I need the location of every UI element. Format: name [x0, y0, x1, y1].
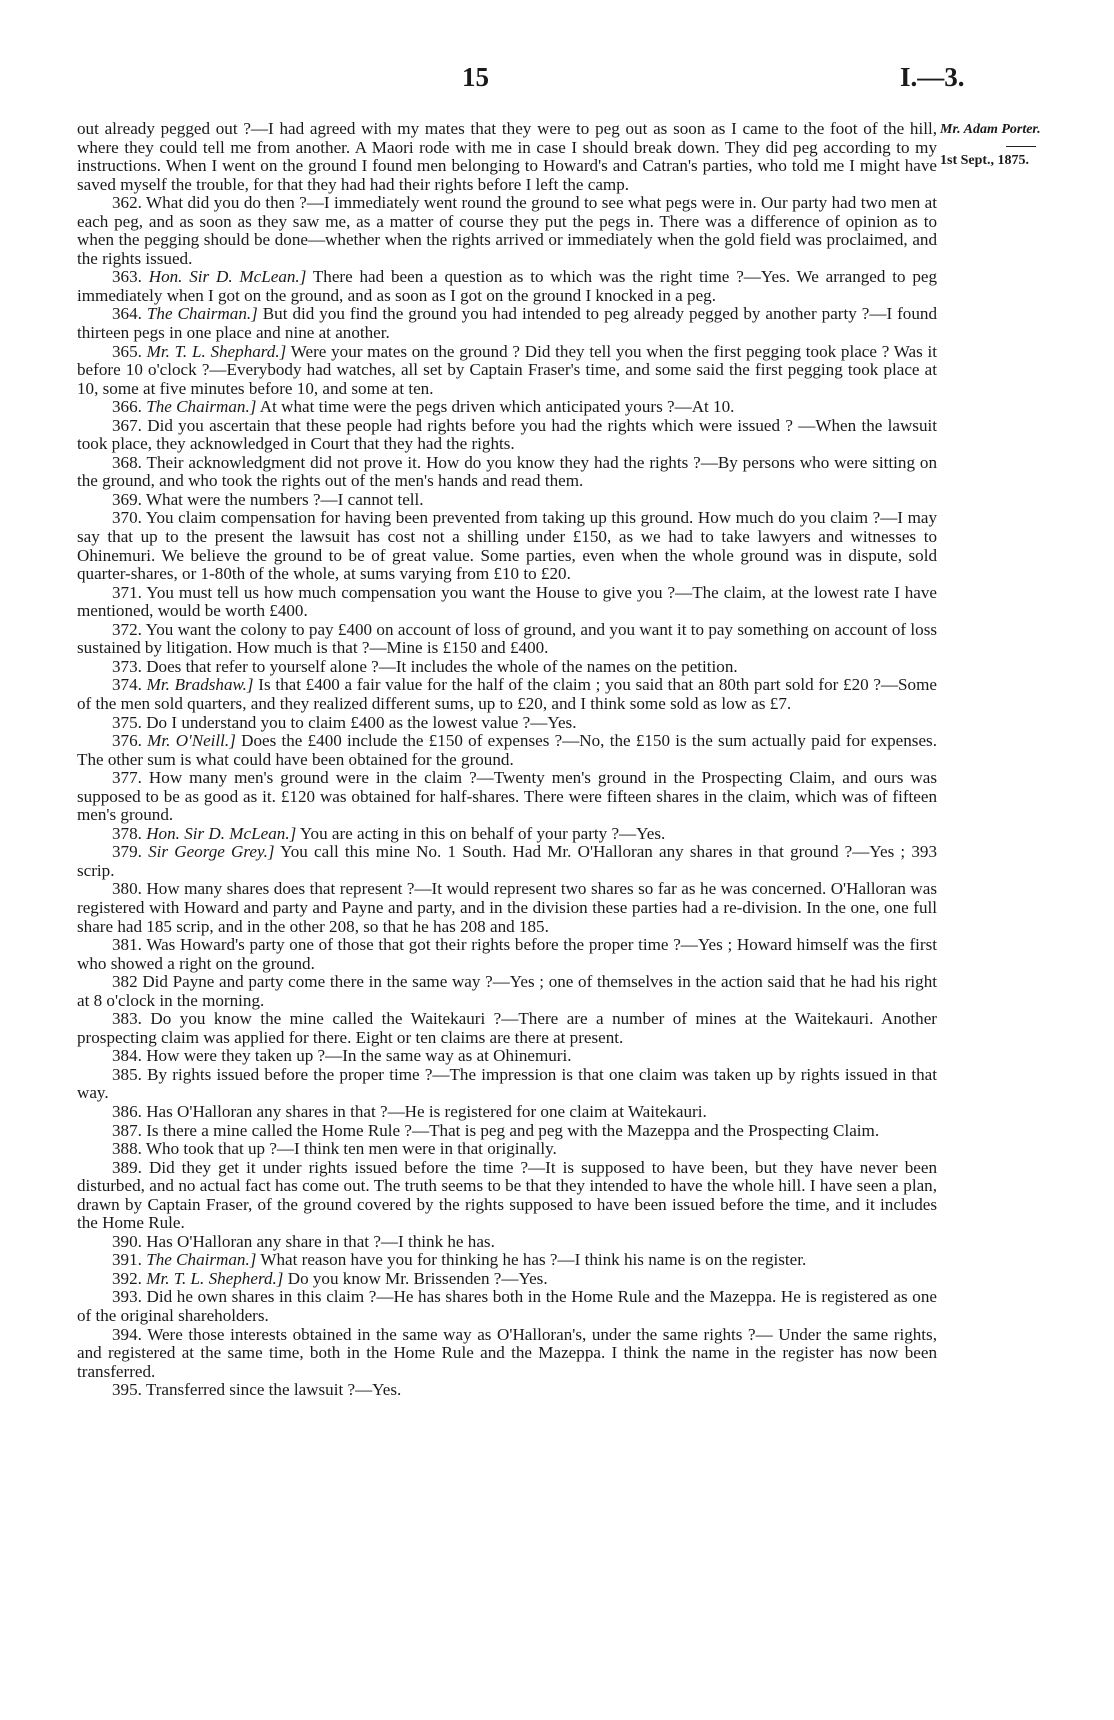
evidence-paragraph	[77, 973, 937, 1010]
question-number: 366.	[112, 397, 142, 417]
evidence-paragraph	[77, 1251, 937, 1270]
paragraph-text: At what time were the pegs driven which anticipated yours ?—At 10.	[259, 397, 735, 417]
paragraph-text: Does that refer to yourself alone ?—It includes the whole of the names on the petition.	[146, 656, 738, 676]
evidence-paragraph	[77, 1326, 937, 1382]
margin-note	[940, 120, 1105, 170]
question-number: 365.	[112, 341, 142, 361]
paragraph-text: By rights issued before the proper time ?—The impression is that one claim was taken up by rights issued in that way.	[77, 1064, 937, 1103]
paragraph-text: out already pegged out ?—I had agreed with my mates that they were to peg out as soon as I came to the foot of the hill, where they could tell me from another. A Maori rode with me in case I should break down. They did peg according to my instructions. When I went on the ground I found men belonging to Howard's and Catran's parties, who told me I might have saved myself the trouble, for that they had had their rights before I left the camp.	[77, 119, 937, 194]
paragraph-text: Was Howard's party one of those that got their rights before the proper time ?—Yes ; Howard himself was the first who showed a right on the ground.	[77, 935, 938, 973]
paragraph-text: Did they get it under rights issued before the time ?—It is supposed to have been, but they have never been disturbed, and no actual fact has come out. The truth seems to be that they intended to have the whole hill. I have seen a plan, drawn by Captain Fraser, of the ground covered by the rights supposed to have been issued before the time, and it includes the Home Rule.	[77, 1157, 938, 1233]
question-number: 377.	[112, 768, 142, 788]
evidence-paragraph	[77, 1047, 937, 1066]
speaker-name: The Chairman.]	[146, 1250, 257, 1270]
evidence-paragraph	[77, 676, 937, 713]
question-number: 395.	[112, 1380, 142, 1400]
paragraph-text: You must tell us how much compensation you want the House to give you ?—The claim, at the lowest rate I have mentioned, would be worth £400.	[77, 582, 938, 621]
paragraph-text: What did you do then ?—I immediately went round the ground to see what pegs were in. Our party had two men at each peg, and as soon as they saw me, as a matter of course they put the pegs in. There was a difference of opinion as to when the pegging should be done—whether when the rights arrived or immediately when the gold field was proclaimed, and the rights issued.	[77, 193, 938, 268]
evidence-paragraph	[77, 621, 937, 658]
question-number: 390.	[112, 1231, 142, 1251]
evidence-paragraph	[77, 584, 937, 621]
paragraph-text: You call this mine No. 1 South. Had Mr. O'Halloran any shares in that ground ?—Yes ; 393 scrip.	[77, 842, 937, 880]
question-number: 388.	[112, 1139, 142, 1159]
question-number: 374.	[112, 675, 142, 695]
question-number: 394.	[112, 1324, 142, 1344]
evidence-paragraph	[77, 1233, 937, 1252]
speaker-name: Mr. Bradshaw.]	[146, 675, 254, 695]
speaker-name: Mr. O'Neill.]	[147, 731, 236, 751]
question-number: 370.	[112, 508, 142, 528]
evidence-paragraph	[77, 1122, 937, 1141]
paragraph-text: Their acknowledgment did not prove it. How do you know they had the rights ?—By persons who were sitting on the ground, and who took the rights out of the men's hands and read them.	[77, 452, 937, 491]
evidence-paragraph	[77, 1140, 937, 1159]
evidence-paragraph	[77, 454, 937, 491]
question-number: 363.	[112, 267, 142, 287]
paragraph-text: But did you find the ground you had intended to peg already pegged by another party ?—I found thirteen pegs in one place and nine at another.	[77, 304, 937, 343]
evidence-paragraph	[77, 1288, 937, 1325]
evidence-paragraph	[77, 769, 937, 825]
paragraph-text: What were the numbers ?—I cannot tell.	[145, 489, 424, 509]
question-number: 378.	[112, 823, 142, 843]
question-number: 371.	[112, 582, 142, 602]
question-number: 373.	[112, 656, 142, 676]
question-number: 376.	[112, 731, 142, 751]
question-number: 368.	[112, 452, 142, 472]
paragraph-text: Is there a mine called the Home Rule ?—That is peg and peg with the Mazeppa and the Prospecting Claim.	[146, 1120, 880, 1140]
paragraph-text: You claim compensation for having been prevented from taking up this ground. How much do you claim ?—I may say that up to the present the lawsuit has cost not a shilling under £150, as we had to take lawyers and witnesses to Ohinemuri. We believe the ground to be of great value. Some parties, even when the whole ground was in dispute, sold quarter-shares, or 1-80th of the whole, at sums varying from £10 to £20.	[77, 508, 937, 584]
question-number: 386.	[112, 1101, 142, 1121]
paragraph-text: Did Payne and party come there in the same way ?—Yes ; one of themselves in the action said that he had his right at 8 o'clock in the morning.	[77, 972, 937, 1010]
question-number: 375.	[112, 712, 142, 732]
speaker-name: Mr. T. L. Shepherd.]	[146, 1268, 284, 1288]
paragraph-text: Were your mates on the ground ? Did they tell you when the first pegging took place ? Was it before 10 o'clock ?—Everybody had watches, all set by Captain Fraser's time, and some said the first pegging took place at 10, some at five minutes before 10, and some at ten.	[77, 341, 937, 398]
speaker-name: The Chairman.]	[146, 397, 257, 417]
paragraph-text: Does the £400 include the £150 of expenses ?—No, the £150 is the sum actually paid for expenses. The other sum is what could have been obtained for the ground.	[77, 731, 937, 769]
question-number: 384.	[112, 1046, 142, 1066]
paragraph-text: What reason have you for thinking he has ?—I think his name is on the register.	[260, 1250, 807, 1270]
evidence-paragraph	[77, 936, 937, 973]
evidence-paragraph	[77, 194, 937, 268]
question-number: 367.	[112, 415, 142, 435]
evidence-paragraph	[77, 491, 937, 510]
question-number: 389.	[112, 1157, 142, 1177]
paragraph-text: Did he own shares in this claim ?—He has shares both in the Home Rule and the Mazeppa. He is registered as one of the original shareholders.	[77, 1287, 937, 1325]
question-number: 364.	[112, 304, 142, 324]
question-number: 372.	[112, 619, 142, 639]
evidence-paragraph	[77, 417, 937, 454]
paragraph-text: Do you know the mine called the Waitekauri ?—There are a number of mines at the Waitekauri. Another prospecting claim was applied for there. Eight or ten claims are there at present.	[77, 1009, 937, 1047]
paragraph-text: How were they taken up ?—In the same way as at Ohinemuri.	[146, 1046, 572, 1066]
evidence-paragraph	[77, 268, 937, 305]
evidence-paragraph	[77, 658, 937, 677]
paragraph-text: How many men's ground were in the claim ?—Twenty men's ground in the Prospecting Claim, and ours was supposed to be as good as it. £120 was obtained for half-shares. There were fifteen shares in the claim, which was of fifteen men's ground.	[77, 768, 937, 825]
paragraph-text: You are acting in this on behalf of your party ?—Yes.	[299, 823, 666, 843]
paragraph-text: Who took that up ?—I think ten men were in that originally.	[145, 1139, 557, 1159]
evidence-paragraph	[77, 1381, 937, 1400]
paragraph-text: Is that £400 a fair value for the half of the claim ; you said that an 80th part sold for £20 ?—Some of the men sold quarters, and they realized different sums, up to £20, and I think some sold as low as £7.	[77, 675, 937, 713]
question-number: 381.	[112, 935, 142, 955]
paragraph-text: Has O'Halloran any shares in that ?—He is registered for one claim at Waitekauri.	[146, 1101, 707, 1121]
speaker-name: Hon. Sir D. McLean.]	[148, 267, 307, 287]
paragraph-text: How many shares does that represent ?—It would represent two shares so far as he was concerned. O'Halloran was registered with Howard and party and Payne and party, and in the division these parties had a re-division. In the one, one full share had 185 scrip, and in the other 208, so that he has 208 and 185.	[77, 879, 937, 936]
paragraph-text: There had been a question as to which was the right time ?—Yes. We arranged to peg immediately when I got on the ground, and as soon as I got on the ground I knocked in a peg.	[77, 267, 938, 305]
paragraph-text: Do you know Mr. Brissenden ?—Yes.	[287, 1268, 548, 1288]
speaker-name: Hon. Sir D. McLean.]	[146, 823, 297, 843]
evidence-paragraph	[77, 343, 937, 399]
question-number: 392.	[112, 1268, 142, 1288]
question-number: 383.	[112, 1009, 142, 1029]
question-number: 362.	[112, 193, 142, 213]
evidence-body	[77, 120, 937, 1400]
evidence-paragraph	[77, 1010, 937, 1047]
evidence-paragraph	[77, 1270, 937, 1289]
question-number: 391.	[112, 1250, 142, 1270]
speaker-name: The Chairman.]	[146, 304, 258, 324]
question-number: 382	[112, 972, 138, 992]
speaker-name: Mr. T. L. Shephard.]	[146, 341, 287, 361]
page-number: 15	[462, 62, 489, 92]
question-number: 385.	[112, 1064, 142, 1084]
witness-name: Mr. Adam Porter.	[940, 122, 1041, 137]
paragraph-text: Do I understand you to claim £400 as the lowest value ?—Yes.	[146, 712, 577, 732]
paragraph-text: You want the colony to pay £400 on account of loss of ground, and you want it to pay something on account of loss sustained by litigation. How much is that ?—Mine is £150 and £400.	[77, 619, 938, 658]
paragraph-text: Has O'Halloran any share in that ?—I think he has.	[146, 1231, 495, 1251]
evidence-paragraph	[77, 714, 937, 733]
evidence-paragraph	[77, 120, 937, 194]
evidence-paragraph	[77, 305, 937, 342]
evidence-paragraph	[77, 1159, 937, 1233]
speaker-name: Sir George Grey.]	[148, 842, 275, 862]
evidence-paragraph	[77, 509, 937, 583]
evidence-paragraph	[77, 825, 937, 844]
evidence-paragraph	[77, 880, 937, 936]
question-number: 387.	[112, 1120, 142, 1140]
question-number: 380.	[112, 879, 142, 899]
question-number: 379.	[112, 842, 142, 862]
page-header	[0, 62, 1114, 102]
evidence-paragraph	[77, 1103, 937, 1122]
evidence-paragraph	[77, 732, 937, 769]
question-number: 393.	[112, 1287, 142, 1307]
paragraph-text: Were those interests obtained in the same way as O'Halloran's, under the same rights ?— Under the same rights, and registered at the same time, both in the Home Rule and the Mazeppa. I think the name in the register has now been transferred.	[77, 1324, 937, 1381]
evidence-paragraph	[77, 1066, 937, 1103]
document-reference: I.—3.	[900, 62, 965, 92]
paragraph-text: Transferred since the lawsuit ?—Yes.	[145, 1380, 402, 1400]
evidence-paragraph	[77, 398, 937, 417]
paragraph-text: Did you ascertain that these people had rights before you had the rights which were issued ? —When the lawsuit took place, they acknowledged in Court that they had the rights.	[77, 415, 937, 454]
margin-rule	[1006, 146, 1036, 147]
evidence-paragraph	[77, 843, 937, 880]
evidence-date: 1st Sept., 1875.	[940, 153, 1030, 168]
question-number: 369.	[112, 489, 142, 509]
